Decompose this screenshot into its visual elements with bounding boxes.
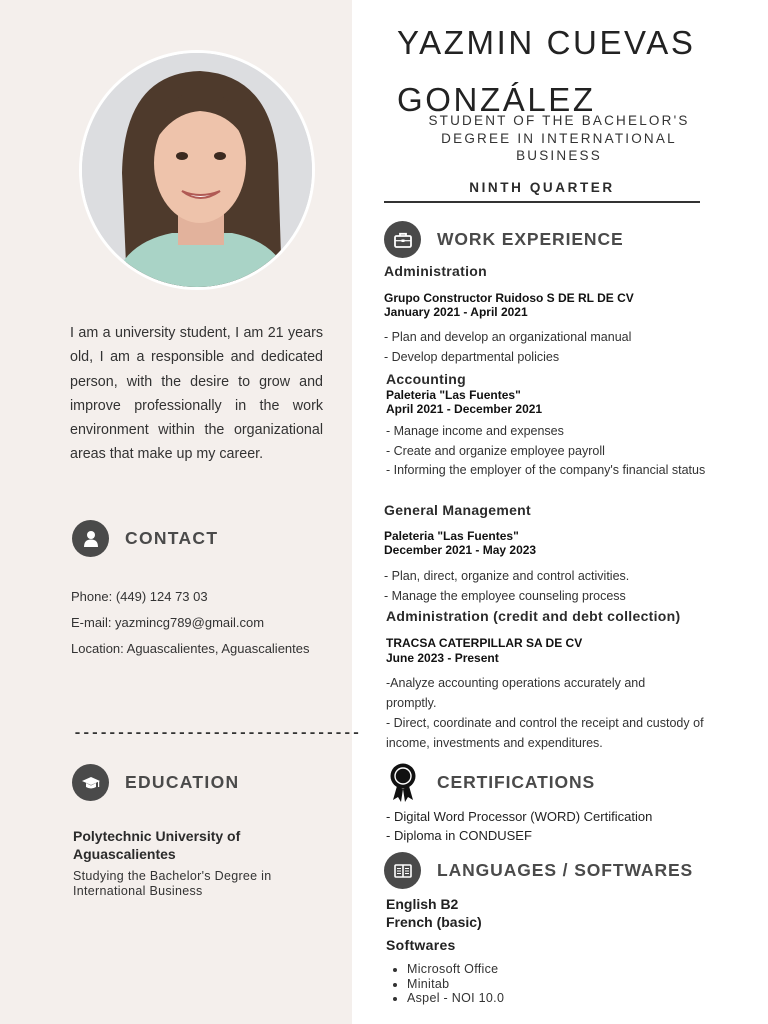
languages-heading <box>384 852 693 889</box>
person-icon <box>72 520 109 557</box>
contact-heading-label: CONTACT <box>125 528 219 548</box>
language-item: English B2 <box>386 896 459 912</box>
job-task: - Manage income and expenses <box>386 424 564 438</box>
graduation-cap-icon <box>72 764 109 801</box>
software-list <box>407 962 504 1006</box>
job-company: Paleteria "Las Fuentes" <box>386 388 521 402</box>
work-heading-label: WORK EXPERIENCE <box>437 229 624 249</box>
certification-item: - Diploma in CONDUSEF <box>386 827 532 843</box>
job-task: -Analyze accounting operations accurately and promptly. <box>386 676 646 711</box>
education-school: Polytechnic University of Aguascalientes <box>73 828 241 862</box>
job-role: Accounting <box>386 371 466 387</box>
certifications-heading <box>384 762 595 802</box>
certifications-list <box>386 808 652 845</box>
job-task: - Plan and develop an organizational manual <box>384 330 632 344</box>
software-item: • Minitab <box>407 977 504 992</box>
briefcase-icon <box>384 221 421 258</box>
header-rule <box>384 201 700 203</box>
languages-heading-label: LANGUAGES / SOFTWARES <box>437 860 694 880</box>
education-heading-label: EDUCATION <box>125 772 240 792</box>
job-task: - Direct, coordinate and control the receipt and custody of income, investments and expenditures. <box>386 716 704 751</box>
subtitle: STUDENT OF THE BACHELOR'S DEGREE IN INTERNATIONAL BUSINESS <box>428 113 690 163</box>
about-text: I am a university student, I am 21 years old, I am a responsible and dedicated person, with the desire to grow and improve professionally in the work environment within the organizational areas that make up my career. <box>70 325 323 463</box>
portrait-illustration <box>82 53 312 287</box>
book-icon <box>384 852 421 889</box>
job-task: - Plan, direct, organize and control activities. <box>384 569 630 583</box>
software-heading: Softwares <box>386 937 456 953</box>
languages-list <box>386 896 482 931</box>
contact-phone: Phone: (449) 124 73 03 <box>71 589 208 604</box>
software-item: • Aspel - NOI 10.0 <box>407 991 504 1006</box>
section-divider: --------------------------------- <box>73 725 361 742</box>
profile-photo <box>79 50 315 290</box>
job-task: - Develop departmental policies <box>384 350 560 364</box>
contact-location: Location: Aguascalientes, Aguascalientes <box>71 641 310 657</box>
quarter-label: NINTH QUARTER <box>469 180 615 195</box>
job-task: - Manage the employee counseling process <box>384 589 626 603</box>
software-item: • Microsoft Office <box>407 962 504 977</box>
job-role: Administration <box>384 263 487 279</box>
certifications-heading-label: CERTIFICATIONS <box>437 771 596 792</box>
education-description: Studying the Bachelor's Degree in International Business <box>73 869 272 898</box>
certification-item: - Digital Word Processor (WORD) Certification <box>386 809 653 824</box>
language-item: French (basic) <box>386 913 482 930</box>
contact-heading <box>72 520 218 557</box>
job-dates: December 2021 - May 2023 <box>384 543 537 557</box>
work-heading <box>384 221 624 258</box>
job-dates: January 2021 - April 2021 <box>384 305 528 319</box>
job-dates: April 2021 - December 2021 <box>386 402 543 416</box>
award-ribbon-icon <box>384 762 421 802</box>
job-role: General Management <box>384 502 531 518</box>
full-name: YAZMIN CUEVAS GONZÁLEZ <box>397 24 696 118</box>
contact-email[interactable]: E-mail: yazmincg789@gmail.com <box>71 615 265 631</box>
job-task: - Create and organize employee payroll <box>386 444 605 458</box>
contact-list <box>71 584 331 663</box>
job-company: Grupo Constructor Ruidoso S DE RL DE CV <box>384 291 634 305</box>
job-company: TRACSA CATERPILLAR SA DE CV <box>386 636 583 650</box>
education-heading <box>72 764 239 801</box>
job-company: Paleteria "Las Fuentes" <box>384 529 519 543</box>
job-task: - Informing the employer of the company's financial status <box>386 463 706 477</box>
job-dates: June 2023 - Present <box>386 651 499 665</box>
job-role: Administration (credit and debt collection) <box>386 608 681 624</box>
